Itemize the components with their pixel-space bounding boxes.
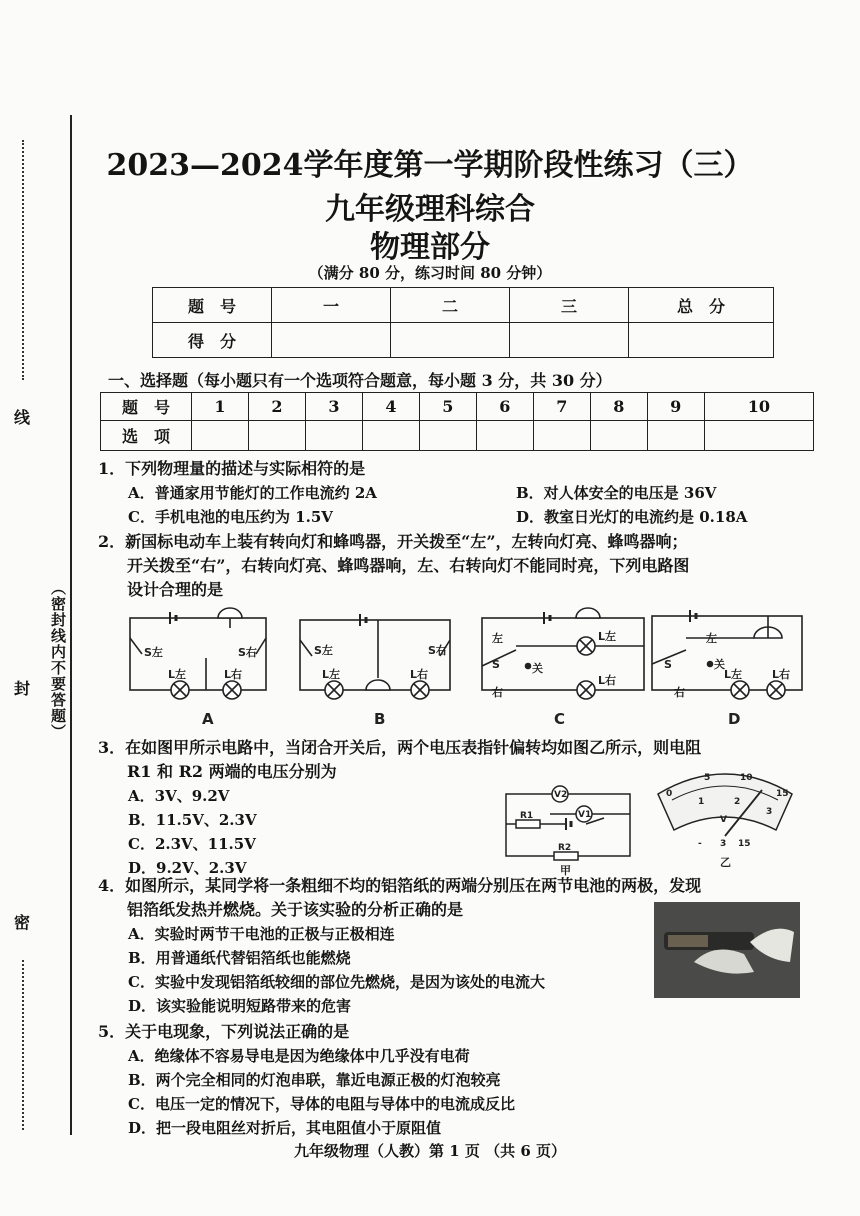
question-4-option-a: A．实验时两节干电池的正极与正极相连 (128, 925, 395, 943)
question-5-option-d: D．把一段电阻丝对折后，其电阻值小于原阻值 (128, 1119, 442, 1137)
exam-info: （满分 80 分，练习时间 80 分钟） (308, 264, 552, 282)
question-5-option-a: A．绝缘体不容易导电是因为绝缘体中几乎没有电荷 (128, 1047, 470, 1065)
dial-inner-2: 2 (734, 797, 741, 807)
circuit-b-s-left: S左 (314, 644, 333, 657)
question-5-option-c: C．电压一定的情况下，导体的电阻与导体中的电流成反比 (128, 1095, 515, 1113)
dial-scale-10: 10 (740, 773, 753, 783)
score-table-header: 三 (510, 288, 629, 323)
circuit-a-l-right: L右 (224, 668, 243, 681)
fig-jia-label: 甲 (560, 864, 571, 876)
answer-cell[interactable] (248, 421, 305, 451)
answer-cell[interactable] (305, 421, 362, 451)
answer-cell[interactable] (647, 421, 704, 451)
question-5-stem: 5．关于电现象，下列说法正确的是 (98, 1022, 350, 1041)
score-table-header: 一 (272, 288, 391, 323)
circuit-c-l-left: L左 (598, 630, 617, 643)
answer-number: 10 (704, 393, 813, 421)
answer-cell[interactable] (476, 421, 533, 451)
fig-jia-v1: V1 (578, 810, 592, 820)
dial-unit: V (720, 815, 727, 825)
circuit-c-l-right: L右 (598, 674, 617, 687)
question-3-stem-line2: R1 和 R2 两端的电压分别为 (127, 762, 337, 781)
score-table-header: 二 (391, 288, 510, 323)
page-footer: 九年级物理（人教）第 1 页 （共 6 页） (294, 1142, 566, 1160)
score-table-header: 题 号 (153, 288, 272, 323)
circuit-a-s-right: S右 (238, 646, 257, 659)
question-3-figure-yi (650, 760, 800, 872)
circuit-d-left: 左 (706, 632, 717, 645)
question-4-option-c: C．实验中发现铝箔纸较细的部位先燃烧，是因为该处的电流大 (128, 973, 545, 991)
binding-char-feng: 封 (14, 679, 31, 698)
dial-scale-5: 5 (704, 773, 711, 783)
circuit-label-c: C (554, 710, 566, 728)
section-heading: 一、选择题（每小题只有一个选项符合题意，每小题 3 分，共 30 分） (108, 371, 612, 390)
score-cell[interactable] (510, 323, 629, 358)
circuit-d-right: 右 (674, 686, 685, 699)
question-2-stem-line2: 开关拨至“右”，右转向灯亮、蜂鸣器响，左、右转向灯不能同时亮，下列电路图 (127, 556, 690, 575)
circuit-b-s-right: S右 (428, 644, 447, 657)
score-cell[interactable] (629, 323, 774, 358)
page-title: 2023—2024学年度第一学期阶段性练习（三） (106, 148, 754, 183)
question-2-stem-line3: 设计合理的是 (127, 580, 224, 599)
circuit-c-right: 右 (492, 686, 503, 699)
option-row-label: 选 项 (101, 421, 192, 451)
circuit-label-b: B (374, 710, 386, 728)
question-2-circuits (120, 598, 810, 730)
question-4-photo (654, 902, 800, 998)
circuit-d-s: S (664, 658, 672, 671)
fig-yi-label: 乙 (720, 856, 731, 869)
answer-number: 9 (647, 393, 704, 421)
fig-jia-v2: V2 (554, 790, 568, 800)
circuit-label-d: D (728, 710, 741, 728)
dial-terminal-neg: - (698, 839, 702, 849)
circuit-d-l-right: L右 (772, 668, 791, 681)
answer-number: 6 (476, 393, 533, 421)
question-3-option-c: C．2.3V、11.5V (128, 835, 256, 853)
binding-char-xian: 线 (14, 408, 31, 427)
question-1-option-b: B．对人体安全的电压是 36V (516, 484, 717, 502)
answer-cell[interactable] (362, 421, 419, 451)
circuit-a-l-left: L左 (168, 668, 187, 681)
answer-number: 3 (305, 393, 362, 421)
question-3-option-b: B．11.5V、2.3V (128, 811, 257, 829)
dial-scale-15: 15 (776, 789, 789, 799)
question-4-stem-line2: 铝箔纸发热并燃烧。关于该实验的分析正确的是 (127, 900, 464, 919)
dotted-line-bottom (22, 960, 24, 1130)
score-table-header: 总 分 (629, 288, 774, 323)
answer-cell[interactable] (419, 421, 476, 451)
question-3-option-d: D．9.2V、2.3V (128, 859, 247, 877)
score-row-label: 得 分 (153, 323, 272, 358)
circuit-label-a: A (202, 710, 214, 728)
score-table (152, 287, 774, 358)
question-3-figure-jia (496, 782, 646, 876)
question-5-option-b: B．两个完全相同的灯泡串联，靠近电源正极的灯泡较亮 (128, 1071, 501, 1089)
answer-cell[interactable] (533, 421, 590, 451)
score-cell[interactable] (272, 323, 391, 358)
question-3-option-a: A．3V、9.2V (128, 787, 230, 805)
answer-cell[interactable] (192, 421, 249, 451)
answer-table (100, 392, 814, 451)
fig-jia-r1: R1 (520, 811, 534, 821)
circuit-c-off: 关 (532, 662, 543, 675)
question-2-stem-line1: 2．新国标电动车上装有转向灯和蜂鸣器，开关拨至“左”，左转向灯亮、蜂鸣器响； (98, 532, 688, 551)
answer-table-label: 题 号 (101, 393, 192, 421)
answer-cell[interactable] (590, 421, 647, 451)
dial-terminal-3: 3 (720, 839, 727, 849)
question-4-stem-line1: 4．如图所示，某同学将一条粗细不均的铝箔纸的两端分别压在两节电池的两极，发现 (98, 876, 702, 895)
answer-number: 8 (590, 393, 647, 421)
dial-inner-3: 3 (766, 807, 773, 817)
question-1-option-a: A．普通家用节能灯的工作电流约 2A (128, 484, 377, 502)
dial-inner-1: 1 (698, 797, 705, 807)
part-title: 物理部分 (370, 230, 490, 265)
circuit-c-s: S (492, 658, 500, 671)
question-1-option-c: C．手机电池的电压约为 1.5V (128, 508, 333, 526)
fig-jia-r2: R2 (558, 843, 572, 853)
circuit-a-s-left: S左 (144, 646, 163, 659)
answer-number: 5 (419, 393, 476, 421)
question-4-option-b: B．用普通纸代替铝箔纸也能燃烧 (128, 949, 351, 967)
question-4-option-d: D．该实验能说明短路带来的危害 (128, 997, 352, 1015)
binding-char-mi: 密 (14, 913, 31, 932)
circuit-c (482, 608, 644, 699)
circuit-d-off: 关 (714, 658, 725, 671)
score-cell[interactable] (391, 323, 510, 358)
question-1-option-d: D．教室日光灯的电流约是 0.18A (516, 508, 748, 526)
question-1-stem: 1．下列物理量的描述与实际相符的是 (98, 459, 366, 478)
answer-number: 2 (248, 393, 305, 421)
circuit-b-l-right: L右 (410, 668, 429, 681)
dial-scale-0: 0 (666, 789, 673, 799)
question-3-stem-line1: 3．在如图甲所示电路中，当闭合开关后，两个电压表指针偏转均如图乙所示，则电阻 (98, 738, 702, 757)
binding-note: （密封线内不要答题） (49, 580, 67, 740)
subject-title: 九年级理科综合 (325, 192, 535, 227)
circuit-d-l-left: L左 (724, 668, 743, 681)
dial-terminal-15: 15 (738, 839, 751, 849)
circuit-c-left: 左 (492, 632, 503, 645)
answer-number: 1 (192, 393, 249, 421)
answer-number: 4 (362, 393, 419, 421)
circuit-b-l-left: L左 (322, 668, 341, 681)
answer-cell[interactable] (704, 421, 813, 451)
answer-number: 7 (533, 393, 590, 421)
